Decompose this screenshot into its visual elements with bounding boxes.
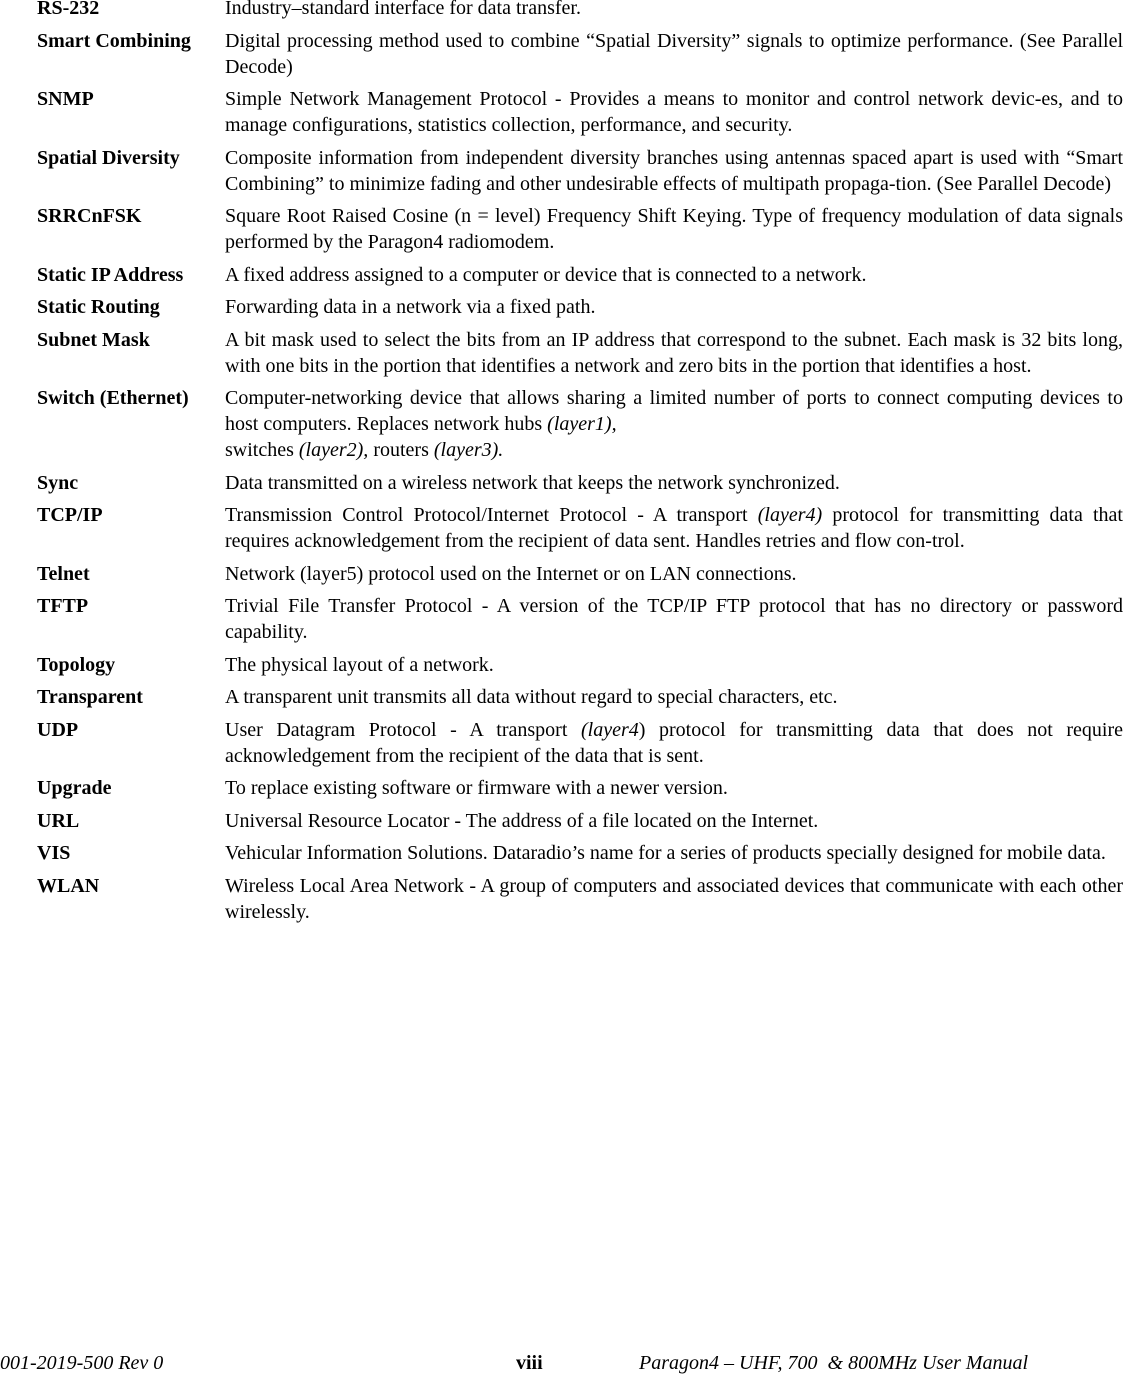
glossary-term: URL [37, 809, 80, 832]
glossary-definition: A transparent unit transmits all data without regard to special characters, etc. [225, 686, 838, 708]
glossary-term: UDP [37, 718, 79, 741]
glossary-term: Transparent [37, 686, 143, 708]
glossary-entry [37, 327, 1123, 379]
glossary-term: TFTP [37, 595, 89, 617]
definition-emphasis: (layer4 [580, 718, 639, 741]
definition-emphasis: (layer1), [547, 413, 617, 435]
definition-text: switches [225, 439, 299, 461]
glossary-definition: Composite information from independent diversity branches using antennas spaced apart is used with “Smart Combining” to minimize fading and other undesirable effects of multipath propaga-tion. (See Parallel Decode) [225, 146, 1123, 195]
glossary-definition: Universal Resource Locator - The address of a file located on the Internet. [225, 809, 819, 832]
glossary-definition: A fixed address assigned to a computer or device that is connected to a network. [225, 263, 867, 286]
glossary-definition [225, 385, 1123, 463]
glossary-term: Telnet [37, 562, 90, 585]
footer-page-number: viii [516, 1352, 543, 1374]
footer-manual-title: Paragon4 – UHF, 700 & 800MHz User Manual [639, 1352, 1029, 1374]
glossary-term: Upgrade [37, 777, 112, 799]
glossary-entry [37, 294, 1123, 320]
glossary-entry [37, 808, 1123, 834]
glossary-entry [37, 684, 1123, 710]
definition-emphasis: (layer4) [757, 504, 823, 526]
glossary-entry [37, 145, 1123, 197]
glossary-definition: Vehicular Information Solutions. Dataradio’s name for a series of products specially designed for mobile data. [225, 842, 1106, 864]
glossary-term: Static Routing [37, 296, 160, 318]
glossary-definition: A bit mask used to select the bits from an IP address that correspond to the subnet. Each mask is 32 bits long, with one bits in the portion that identifies a network and zero bits in the portion that identifies a host. [225, 328, 1123, 377]
glossary-entry [37, 561, 1123, 587]
glossary-term: WLAN [37, 874, 100, 897]
glossary-term: TCP/IP [37, 504, 103, 526]
glossary-definition: Wireless Local Area Network - A group of computers and associated devices that communicate with each other wirelessly. [225, 874, 1123, 923]
glossary-list [37, 0, 1123, 931]
glossary-definition: Network (layer5) protocol used on the Internet or on LAN connections. [225, 562, 797, 585]
glossary-entry [37, 775, 1123, 801]
glossary-term: Subnet Mask [37, 328, 150, 351]
definition-text: User Datagram Protocol - A transport [225, 718, 581, 741]
glossary-definition: Data transmitted on a wireless network that keeps the network synchronized. [225, 471, 840, 494]
glossary-entry [37, 203, 1123, 255]
glossary-definition: Square Root Raised Cosine (n = level) Frequency Shift Keying. Type of frequency modulation of data signals performed by the Paragon4 radiomodem. [225, 205, 1123, 253]
definition-text: protocol for transmitting data that requires acknowledgement from the recipient of data sent. Handles retries and flow con-trol. [225, 504, 1123, 552]
glossary-entry [37, 502, 1123, 554]
definition-text: Transmission Control Protocol/Internet Protocol - A transport [225, 504, 758, 526]
glossary-entry [37, 840, 1123, 866]
glossary-term: Sync [37, 471, 79, 494]
glossary-definition: Trivial File Transfer Protocol - A version of the TCP/IP FTP protocol that has no directory or password capability. [225, 595, 1123, 643]
glossary-entry [37, 0, 1123, 21]
glossary-definition: Forwarding data in a network via a fixed path. [225, 296, 596, 318]
glossary-entry [37, 28, 1123, 80]
glossary-term: VIS [37, 842, 71, 864]
definition-text: ) protocol for transmitting data that does not require acknowledgement from the recipient of the data that is sent. [225, 718, 1123, 767]
glossary-entry [37, 470, 1123, 496]
glossary-definition: Industry–standard interface for data transfer. [225, 0, 581, 19]
footer-doc-number: 001-2019-500 Rev 0 [0, 1352, 164, 1374]
glossary-entry [37, 385, 1123, 463]
glossary-definition: Simple Network Management Protocol - Provides a means to monitor and control network devic-es, and to manage configurations, statistics collection, performance, and security. [225, 88, 1123, 136]
glossary-term: RS-232 [37, 0, 100, 19]
glossary-term: Switch (Ethernet) [37, 387, 189, 409]
glossary-entry [37, 652, 1123, 678]
glossary-term: Spatial Diversity [37, 146, 180, 169]
definition-text: routers [368, 439, 434, 461]
glossary-term: Topology [37, 653, 116, 676]
glossary-definition: The physical layout of a network. [225, 653, 494, 676]
glossary-term: SNMP [37, 88, 94, 110]
glossary-definition [225, 717, 1123, 769]
glossary-term: Static IP Address [37, 263, 184, 286]
glossary-entry [37, 593, 1123, 645]
glossary-entry [37, 262, 1123, 288]
definition-emphasis: (layer3). [433, 439, 504, 461]
definition-text: Computer-networking device that allows sharing a limited number of ports to connect computing devices to host computers. Replaces network hubs [225, 387, 1123, 435]
glossary-definition [225, 502, 1123, 554]
glossary-definition: To replace existing software or firmware with a newer version. [225, 777, 728, 799]
glossary-entry [37, 86, 1123, 138]
glossary-definition: Digital processing method used to combine “Spatial Diversity” signals to optimize performance. (See Parallel Decode) [225, 29, 1123, 78]
glossary-term: SRRCnFSK [37, 205, 142, 227]
glossary-entry [37, 873, 1123, 925]
definition-emphasis: (layer2), [298, 439, 369, 461]
glossary-entry [37, 717, 1123, 769]
glossary-term: Smart Combining [37, 29, 191, 52]
